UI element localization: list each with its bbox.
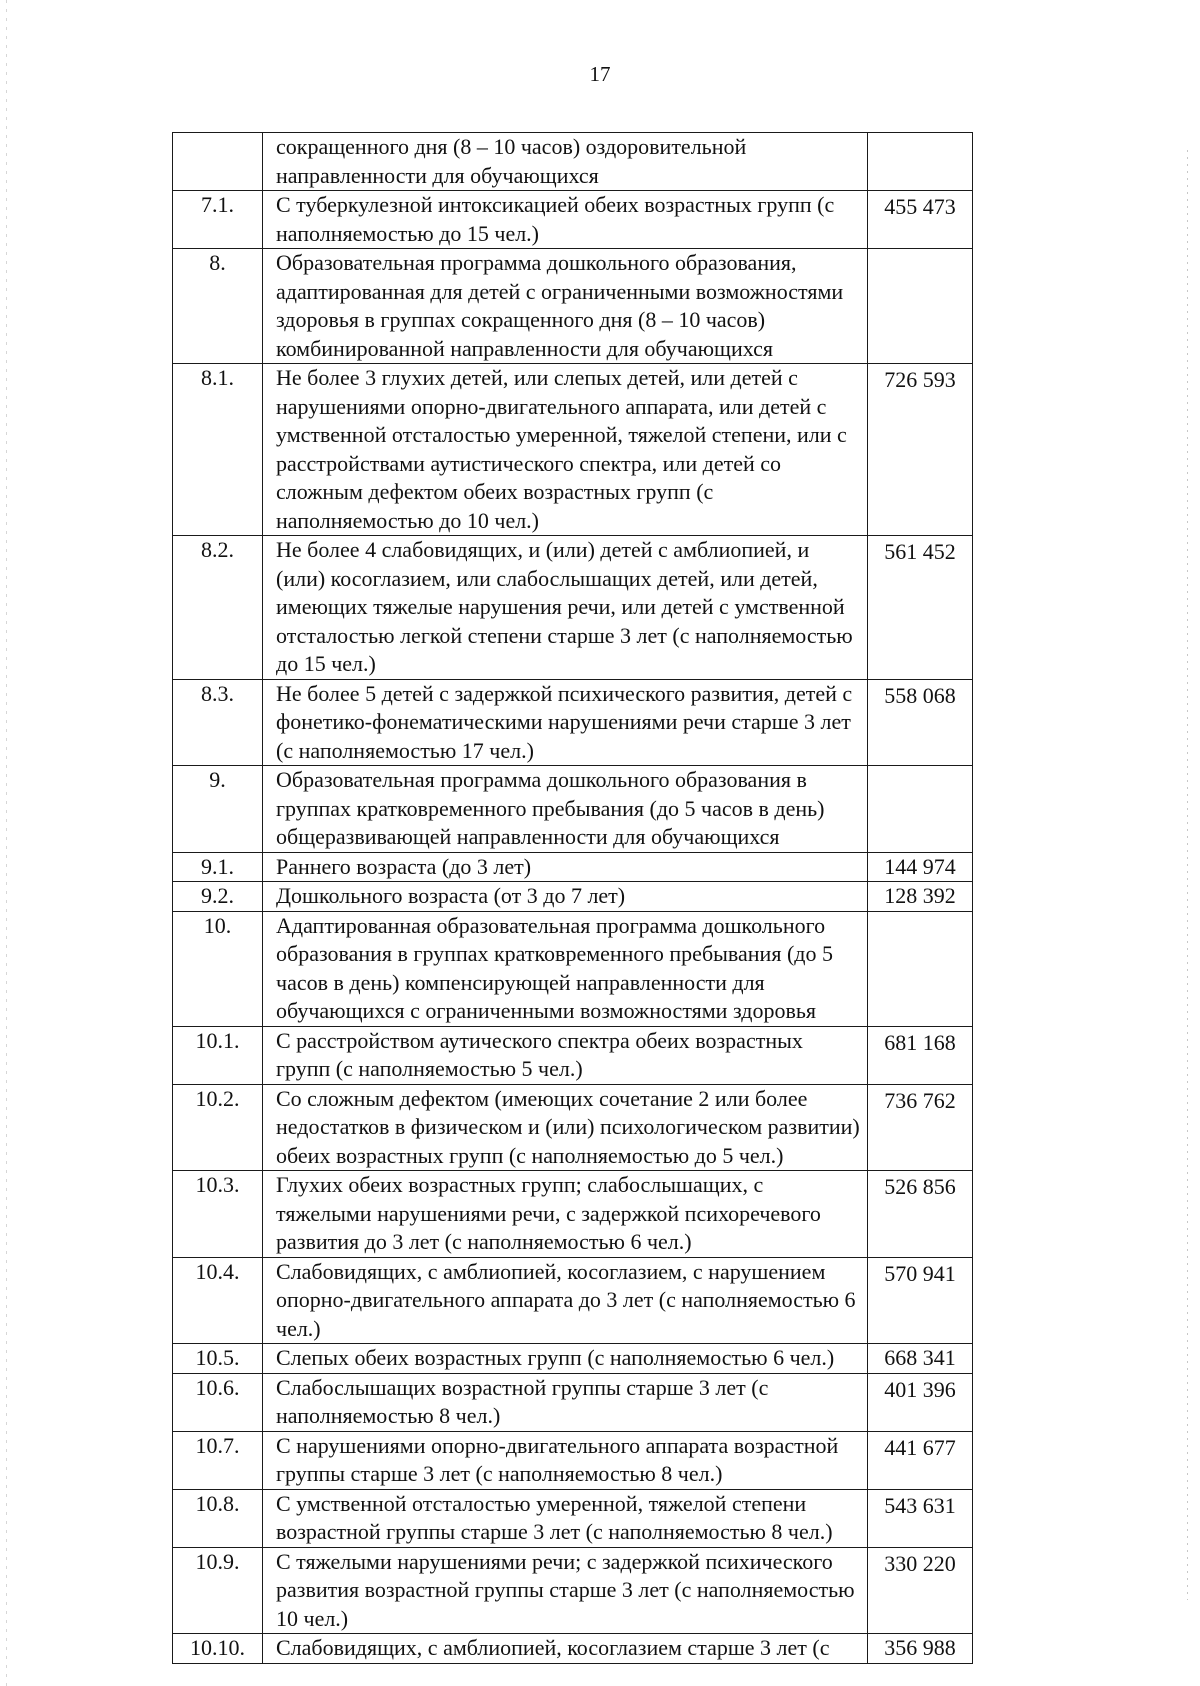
row-value: 726 593 xyxy=(868,364,973,536)
table-row xyxy=(173,882,973,912)
row-value: 558 068 xyxy=(868,679,973,766)
table-row xyxy=(173,1431,973,1489)
row-value: 526 856 xyxy=(868,1171,973,1258)
table-row xyxy=(173,364,973,536)
row-value: 543 631 xyxy=(868,1489,973,1547)
row-number: 8. xyxy=(173,249,263,364)
row-description: Слабослышащих возрастной группы старше 3 лет (с наполняемостью 8 чел.) xyxy=(263,1373,868,1431)
table-row xyxy=(173,911,973,1026)
row-description: сокращенного дня (8 – 10 часов) оздоровительной направленности для обучающихся xyxy=(263,133,868,191)
row-description: Не более 3 глухих детей, или слепых детей, или детей с нарушениями опорно-двигательного аппарата, или детей с умственной отсталостью умеренной, тяжелой степени, или с расстройствами аутистического спектра, или детей со сложным дефектом обеих возрастных групп (с наполняемостью до 10 чел.) xyxy=(263,364,868,536)
row-description: Слабовидящих, с амблиопией, косоглазием, с нарушением опорно-двигательного аппарата до 3 лет (с наполняемостью 6 чел.) xyxy=(263,1257,868,1344)
table-row xyxy=(173,1171,973,1258)
row-number: 10.8. xyxy=(173,1489,263,1547)
row-number: 9.1. xyxy=(173,852,263,882)
row-value: 128 392 xyxy=(868,882,973,912)
row-description: С умственной отсталостью умеренной, тяжелой степени возрастной группы старше 3 лет (с наполняемостью 8 чел.) xyxy=(263,1489,868,1547)
row-number: 10.2. xyxy=(173,1084,263,1171)
row-description: Слепых обеих возрастных групп (с наполняемостью 6 чел.) xyxy=(263,1344,868,1374)
row-description: Со сложным дефектом (имеющих сочетание 2 или более недостатков в физическом и (или) психологическом развитии) обеих возрастных групп (с наполняемостью до 5 чел.) xyxy=(263,1084,868,1171)
table-row xyxy=(173,1257,973,1344)
table-row xyxy=(173,852,973,882)
table-row xyxy=(173,1489,973,1547)
row-description: С расстройством аутического спектра обеих возрастных групп (с наполняемостью 5 чел.) xyxy=(263,1026,868,1084)
row-number: 10.9. xyxy=(173,1547,263,1634)
row-description: Не более 5 детей с задержкой психического развития, детей с фонетико-фонематическими нарушениями речи старше 3 лет (с наполняемостью 17 чел.) xyxy=(263,679,868,766)
table-row xyxy=(173,1344,973,1374)
row-number: 10.6. xyxy=(173,1373,263,1431)
table-row xyxy=(173,766,973,853)
row-value xyxy=(868,911,973,1026)
row-number: 10.4. xyxy=(173,1257,263,1344)
row-number: 8.1. xyxy=(173,364,263,536)
row-description: Раннего возраста (до 3 лет) xyxy=(263,852,868,882)
row-description: Глухих обеих возрастных групп; слабослышащих, с тяжелыми нарушениями речи, с задержкой психоречевого развития до 3 лет (с наполняемостью 6 чел.) xyxy=(263,1171,868,1258)
row-value: 356 988 xyxy=(868,1634,973,1664)
row-value: 441 677 xyxy=(868,1431,973,1489)
tariff-table xyxy=(172,132,973,1664)
row-number: 10. xyxy=(173,911,263,1026)
row-number: 9.2. xyxy=(173,882,263,912)
row-number: 10.3. xyxy=(173,1171,263,1258)
table-row xyxy=(173,536,973,680)
row-number: 8.3. xyxy=(173,679,263,766)
table-row xyxy=(173,1547,973,1634)
row-description: Адаптированная образовательная программа дошкольного образования в группах кратковременного пребывания (до 5 часов в день) компенсирующей направленности для обучающихся с ограниченными возможностями здоровья xyxy=(263,911,868,1026)
page-number: 17 xyxy=(589,62,611,86)
row-value: 570 941 xyxy=(868,1257,973,1344)
scan-edge-left xyxy=(6,0,7,1686)
row-description: Не более 4 слабовидящих, и (или) детей с амблиопией, и (или) косоглазием, или слабослышащих детей, или детей, имеющих тяжелые нарушения речи, или детей с умственной отсталостью легкой степени старше 3 лет (с наполняемостью до 15 чел.) xyxy=(263,536,868,680)
row-number: 10.10. xyxy=(173,1634,263,1664)
row-number: 7.1. xyxy=(173,191,263,249)
table-row xyxy=(173,1373,973,1431)
row-number: 8.2. xyxy=(173,536,263,680)
row-value xyxy=(868,249,973,364)
row-value: 330 220 xyxy=(868,1547,973,1634)
row-value: 401 396 xyxy=(868,1373,973,1431)
table-row xyxy=(173,1634,973,1664)
row-description: Образовательная программа дошкольного образования, адаптированная для детей с ограниченными возможностями здоровья в группах сокращенного дня (8 – 10 часов) комбинированной направленности для обучающихся xyxy=(263,249,868,364)
table-row xyxy=(173,249,973,364)
table-row xyxy=(173,1084,973,1171)
table-row xyxy=(173,679,973,766)
table-row xyxy=(173,1026,973,1084)
row-number xyxy=(173,133,263,191)
row-value: 736 762 xyxy=(868,1084,973,1171)
scan-edge-right xyxy=(1187,150,1188,1600)
row-number: 10.1. xyxy=(173,1026,263,1084)
row-description: С тяжелыми нарушениями речи; с задержкой психического развития возрастной группы старше 3 лет (с наполняемостью 10 чел.) xyxy=(263,1547,868,1634)
row-value: 455 473 xyxy=(868,191,973,249)
row-description: Слабовидящих, с амблиопией, косоглазием старше 3 лет (с xyxy=(263,1634,868,1664)
row-value xyxy=(868,133,973,191)
row-value: 561 452 xyxy=(868,536,973,680)
row-value xyxy=(868,766,973,853)
row-value: 668 341 xyxy=(868,1344,973,1374)
table-row xyxy=(173,191,973,249)
row-number: 10.5. xyxy=(173,1344,263,1374)
table-row xyxy=(173,133,973,191)
row-description: С туберкулезной интоксикацией обеих возрастных групп (с наполняемостью до 15 чел.) xyxy=(263,191,868,249)
row-number: 9. xyxy=(173,766,263,853)
row-value: 681 168 xyxy=(868,1026,973,1084)
row-value: 144 974 xyxy=(868,852,973,882)
row-number: 10.7. xyxy=(173,1431,263,1489)
row-description: С нарушениями опорно-двигательного аппарата возрастной группы старше 3 лет (с наполняемостью 8 чел.) xyxy=(263,1431,868,1489)
row-description: Дошкольного возраста (от 3 до 7 лет) xyxy=(263,882,868,912)
row-description: Образовательная программа дошкольного образования в группах кратковременного пребывания (до 5 часов в день) общеразвивающей направленности для обучающихся xyxy=(263,766,868,853)
